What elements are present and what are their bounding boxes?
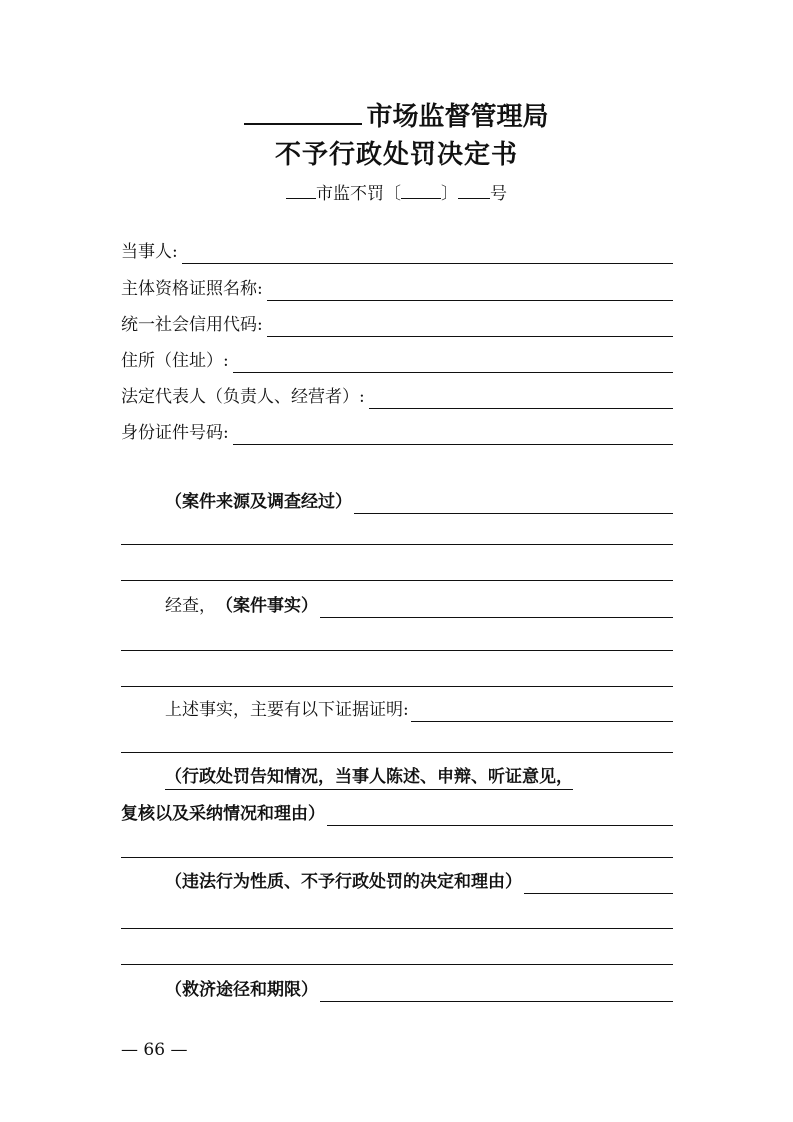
document-number xyxy=(0,182,793,206)
section-case-facts xyxy=(121,590,673,618)
field-license-name xyxy=(121,273,673,301)
decision-label: （违法行为性质、不予行政处罚的决定和理由） xyxy=(165,872,522,892)
issuing-authority-title xyxy=(0,100,793,134)
finding-prefix: 经查， xyxy=(165,596,216,616)
field-label: 统一社会信用代码: xyxy=(121,315,263,335)
page-number: — 66 — xyxy=(121,1040,188,1060)
field-legal-representative xyxy=(121,381,673,409)
doc-number-region-blank[interactable] xyxy=(286,182,316,199)
field-label: 身份证件号码: xyxy=(121,423,229,443)
field-label: 当事人: xyxy=(121,242,178,262)
notification-input-line[interactable] xyxy=(327,805,673,826)
writing-line[interactable] xyxy=(121,580,673,581)
writing-line[interactable] xyxy=(121,752,673,753)
section-notification-cont xyxy=(121,798,673,826)
doc-number-mid: 〕 xyxy=(441,184,458,204)
field-input-line[interactable] xyxy=(182,243,673,264)
remedy-input-line[interactable] xyxy=(320,981,673,1002)
field-address xyxy=(121,345,673,373)
field-input-line[interactable] xyxy=(267,280,673,301)
field-party xyxy=(121,236,673,264)
authority-title-text: 市场监督管理局 xyxy=(366,102,549,132)
decision-input-line[interactable] xyxy=(524,873,673,894)
notification-label-line2: 复核以及采纳情况和理由） xyxy=(121,804,325,824)
writing-line[interactable] xyxy=(121,650,673,651)
notification-label-line1: （行政处罚告知情况，当事人陈述、申辩、听证意见， xyxy=(165,762,573,790)
authority-name-blank[interactable] xyxy=(244,101,362,125)
remedy-label: （救济途径和期限） xyxy=(165,980,318,1000)
writing-line[interactable] xyxy=(121,964,673,965)
evidence-label: 上述事实，主要有以下证据证明: xyxy=(165,700,409,720)
case-source-label: （案件来源及调查经过） xyxy=(165,492,352,512)
doc-number-serial-blank[interactable] xyxy=(458,182,490,199)
section-evidence xyxy=(121,694,673,722)
field-label: 住所（住址）: xyxy=(121,351,229,371)
writing-line[interactable] xyxy=(121,686,673,687)
field-input-line[interactable] xyxy=(267,316,673,337)
field-label: 主体资格证照名称: xyxy=(121,279,263,299)
writing-line[interactable] xyxy=(121,928,673,929)
writing-line[interactable] xyxy=(121,544,673,545)
section-decision xyxy=(121,866,673,894)
doc-number-suffix: 号 xyxy=(490,184,507,204)
field-input-line[interactable] xyxy=(233,352,673,373)
field-label: 法定代表人（负责人、经营者）: xyxy=(121,387,365,407)
doc-number-prefix: 市监不罚〔 xyxy=(316,184,401,204)
section-remedy xyxy=(121,974,673,1002)
writing-line[interactable] xyxy=(121,857,673,858)
doc-number-year-blank[interactable] xyxy=(401,182,441,199)
section-case-source xyxy=(121,486,673,514)
case-source-input-line[interactable] xyxy=(354,493,673,514)
field-id-number xyxy=(121,417,673,445)
document-title: 不予行政处罚决定书 xyxy=(274,140,518,170)
field-input-line[interactable] xyxy=(369,388,673,409)
field-credit-code xyxy=(121,309,673,337)
evidence-input-line[interactable] xyxy=(411,701,673,722)
section-notification xyxy=(121,762,673,790)
case-facts-input-line[interactable] xyxy=(320,597,673,618)
case-facts-label: （案件事实） xyxy=(216,596,318,616)
field-input-line[interactable] xyxy=(233,424,673,445)
